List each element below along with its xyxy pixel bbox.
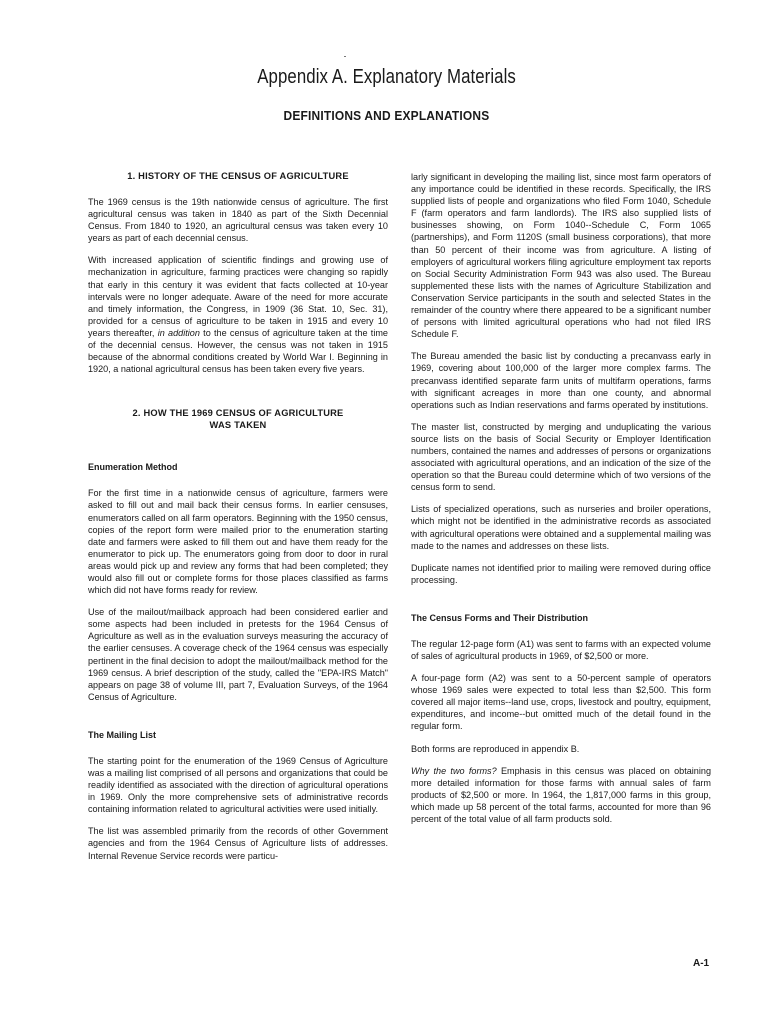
how-taken-heading: 2. HOW THE 1969 CENSUS OF AGRICULTURE WAS TAKEN	[132, 408, 344, 431]
enumeration-method-subheading: Enumeration Method	[88, 462, 178, 473]
precanvass-paragraph: The Bureau amended the basic list by conducting a precanvass early in 1969, covering about 100,000 of the larger more complex farms. The precanvass identified separate farm units of multifarm operations, farms with significant acreages in more than one county, and abnormal operations such as Indian reservations and farms operated by institutions.	[411, 351, 711, 410]
appendix-title: Appendix A. Explanatory Materials	[257, 66, 516, 88]
mailing-list-subheading: The Mailing List	[88, 729, 157, 740]
duplicates-paragraph: Duplicate names not identified prior to mailing were removed during office processing.	[411, 562, 711, 585]
why-two-forms-italic: Why the two forms?	[411, 765, 497, 776]
enumeration-paragraph-1: For the first time in a nationwide census of agriculture, farmers were asked to fill out and mail back their census forms. In earlier censuses, enumerators called on all farm operators. Beginning with the 1950 census, copies of the report form were mailed prior to the enumeration starting date and farmers were asked to fill them out and have them ready for the enumerator to pick up. The enumerators going from door to door in rural areas would pick up and review any forms that had been completed; they would also fill out or complete forms for those places classified as farms which did not have forms ready for review.	[88, 488, 388, 596]
history-paragraph-2-start: With increased application of scientific findings and growing use of mechanization in agriculture, farming practices were changing so rapidly that early in this century it was evident that facts collected at 10-year intervals were no longer adequate. Aware of the need for more accurate and timely information, the Congress, in 1909 (36 Stat. 10, Sec. 31), provided for a census of agriculture to be taken in 1915 and every 10 years thereafter,	[88, 255, 388, 338]
master-list-paragraph: The master list, constructed by merging and unduplicating the various source lists on the basis of Social Security or Employer Identification numbers, contained the names and addresses of persons or organizations associated with agricultural operations, and an indication of the size of the operation so that the Bureau could determine which of two versions of the census form to send.	[411, 421, 711, 493]
right-column	[411, 171, 711, 835]
section-heading: DEFINITIONS AND EXPLANATIONS	[283, 108, 490, 123]
history-heading: 1. HISTORY OF THE CENSUS OF AGRICULTURE	[127, 171, 349, 181]
irs-paragraph: larly significant in developing the mailing list, since most farm operators of any importance could be identified in these records. Specifically, the IRS supplied lists of people and organizations who filed Form 1040, Schedule F (farm operators and farm landlords). The IRS also supplied lists of businesses showing, on Form 1040--Schedule C, Form 1065 (partnerships), and Form 1120S (small business corporations), that more than 50 percent of their income was from agriculture. A listing of employers of agricultural workers filing agriculture employment tax reports on Social Security Administration Form 943 was also used. The Bureau supplemented these lists with the names of Agriculture Stabilization and Conservation Service participants in the south and selected States in the remainder of the country where there appeared to be a significant number of persons with limited agricultural operations who had not filed IRS Schedule F.	[411, 172, 711, 340]
history-paragraph-2	[88, 254, 388, 375]
short-form-paragraph: A four-page form (A2) was sent to a 50-percent sample of operators whose 1969 sales were expected to total less than $2,500. This form covered all major items--land use, crops, livestock and poultry, equipment, expenditures, and income--but omitted much of the detail found in the regular form.	[411, 673, 711, 732]
why-two-forms-paragraph	[411, 765, 711, 825]
forms-reproduced-paragraph: Both forms are reproduced in appendix B.	[411, 743, 580, 754]
history-paragraph-2-italic: in addition	[157, 327, 200, 338]
scan-speck	[344, 56, 346, 57]
regular-form-paragraph: The regular 12-page form (A1) was sent to farms with an expected volume of sales of agricultural products in 1969, of $2,500 or more.	[411, 638, 711, 661]
page-number: A-1	[693, 958, 710, 969]
enumeration-paragraph-2: Use of the mailout/mailback approach had been considered earlier and some aspects had been included in pretests for the 1964 Census of Agriculture as well as in the evaluation surveys measuring the accuracy of the earlier censuses. A coverage check of the 1964 census was especially pertinent in the final decision to adopt the mailout/mailback method for the 1969 census. A brief description of the study, called the "EPA-IRS Match" appears on page 38 of volume III, part 7, Evaluation Surveys, of the 1964 Census of Agriculture.	[88, 607, 388, 702]
why-two-forms-text: Emphasis in this census was placed on obtaining more detailed information for those farms with annual sales of farm products of $2,500 or more. In 1964, the 1,817,000 farms in this group, which made up 58 percent of the total farms, accounted for more than 96 percent of the total value of all farm products sold.	[411, 765, 711, 825]
left-column	[88, 170, 388, 872]
mailing-paragraph-2: The list was assembled primarily from the records of other Government agencies and from the 1964 Census of Agriculture lists of addresses. Internal Revenue Service records were particu-	[88, 826, 388, 861]
history-paragraph-1: The 1969 census is the 19th nationwide census of agriculture. The first agricultural census was taken in 1840 as part of the Sixth Decennial Census. From 1840 to 1920, an agricultural census was taken every 10 years as part of each decennial census.	[88, 197, 388, 244]
census-forms-subheading: The Census Forms and Their Distribution	[411, 612, 589, 623]
mailing-paragraph-1: The starting point for the enumeration of the 1969 Census of Agriculture was a mailing list comprised of all persons and organizations that could be readily identified as associated with the direction of agricultural operations in 1969. Only the more comprehensive sets of administrative records containing information related to agricultural activities were used initially.	[88, 755, 388, 815]
history-paragraph-2-end: to the census of agriculture taken at the time of the decennial census. However, the census was not taken in 1915 because of the abnormal conditions created by World War I. Beginning in 1920, a national agricultural census has been taken every five years.	[88, 327, 388, 375]
specialized-lists-paragraph: Lists of specialized operations, such as nurseries and broiler operations, which might not be identified in the administrative records as associated with agricultural operations were obtained and a supplemental mailing was made to the names and addresses on these lists.	[411, 504, 711, 551]
